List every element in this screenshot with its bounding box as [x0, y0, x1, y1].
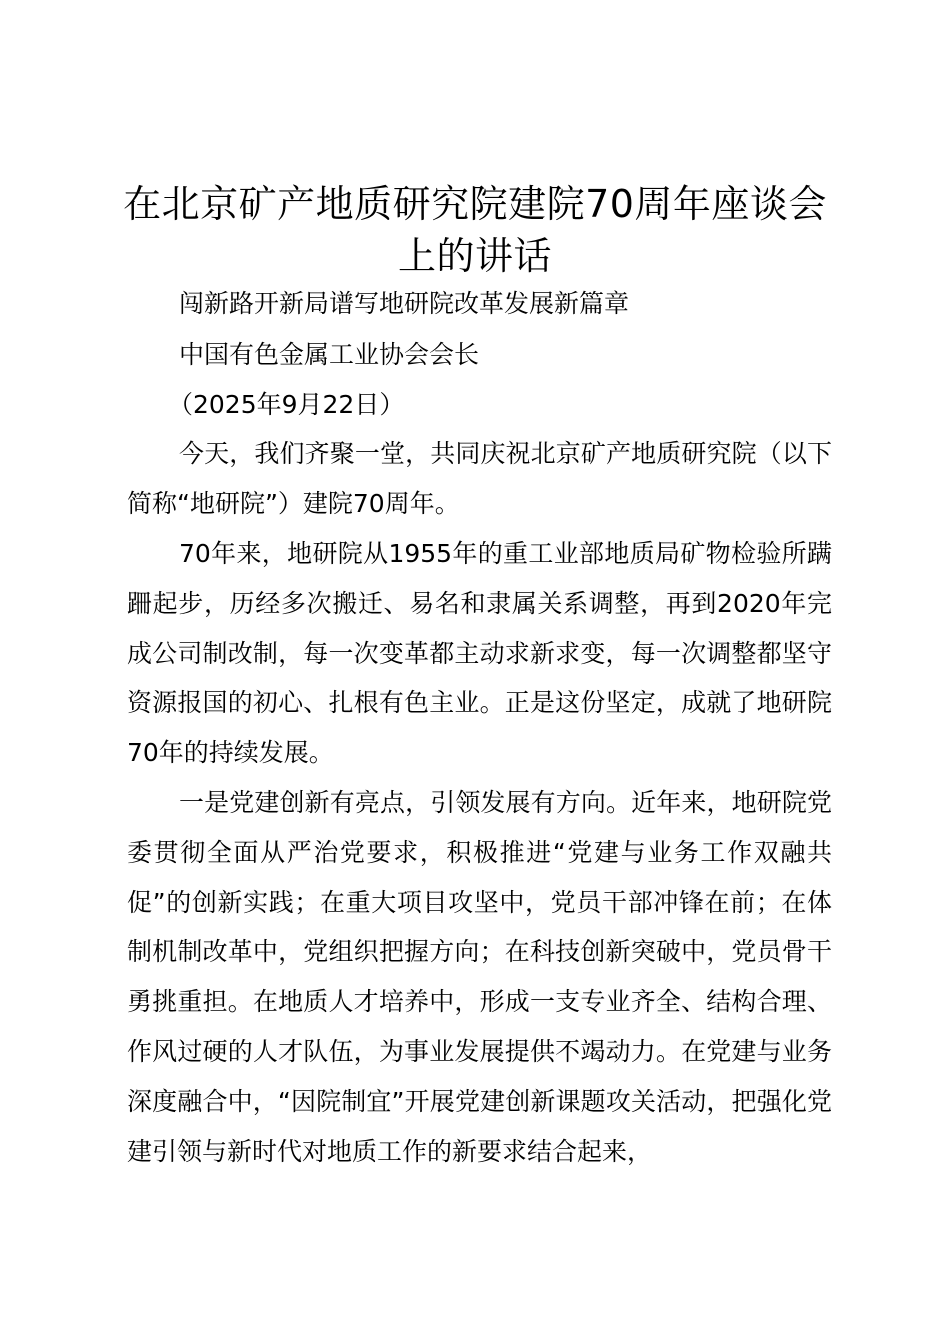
speech-date: （2025年9月22日） — [168, 390, 405, 419]
paragraph-history: 70年来，地研院从1955年的重工业部地质局矿物检验所蹒跚起步，历经多次搬迁、易名和隶属关系调整，再到2020年完成公司制改制，每一次变革都主动求新求变，每一次调整都坚守资源报国的初心、扎根有色主业。正是这份坚定，成就了地研院70年的持续发展。 — [127, 539, 832, 768]
paragraph-party-building: 一是党建创新有亮点，引领发展有方向。近年来，地研院党委贯彻全面从严治党要求，积极推进“党建与业务工作双融共促”的创新实践；在重大项目攻坚中，党员干部冲锋在前；在体制机制改革中，党组织把握方向；在科技创新突破中，党员骨干勇挑重担。在地质人才培养中，形成一支专业齐全、结构合理、作风过硬的人才队伍，为事业发展提供不竭动力。在党建与业务深度融合中，“因院制宜”开展党建创新课题攻关活动，把强化党建引领与新时代对地质工作的新要求结合起来， — [127, 788, 832, 1166]
paragraph-intro: 今天，我们齐聚一堂，共同庆祝北京矿产地质研究院（以下简称“地研院”）建院70周年。 — [127, 439, 832, 518]
speaker-title: 中国有色金属工业协会会长 — [179, 340, 480, 369]
document-title: 在北京矿产地质研究院建院70周年座谈会上的讲话 — [123, 182, 827, 278]
document-subtitle: 闯新路开新局谱写地研院改革发展新篇章 — [179, 289, 630, 318]
